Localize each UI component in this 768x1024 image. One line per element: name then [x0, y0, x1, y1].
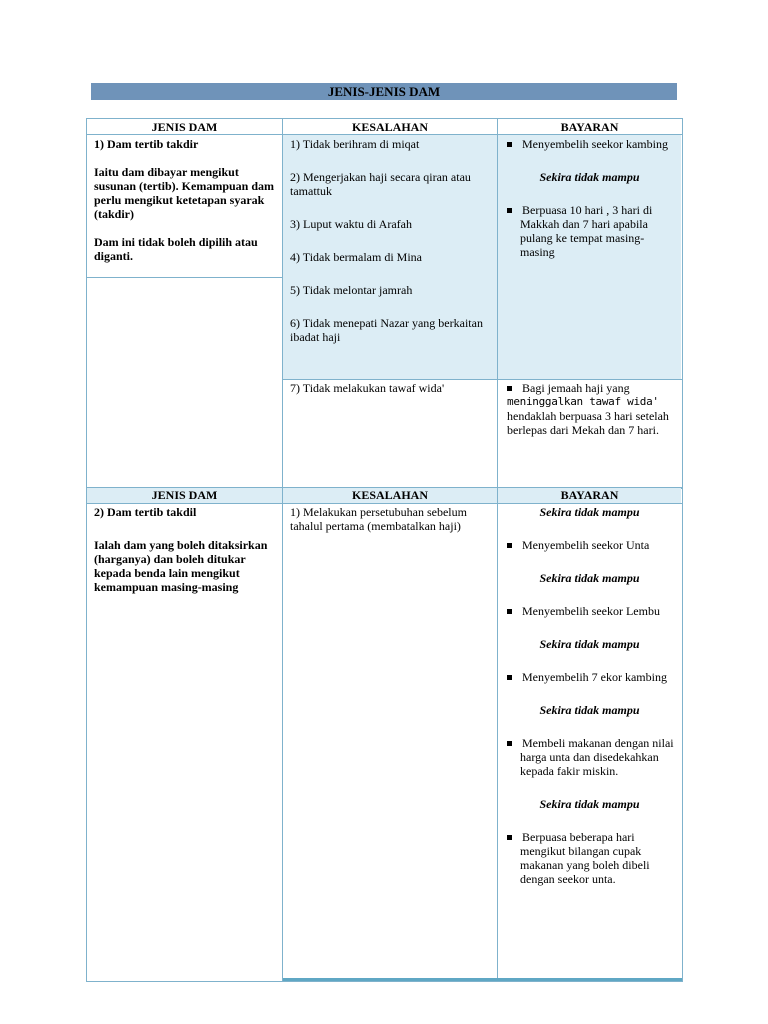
dam-description: Iaitu dam dibayar mengikut susunan (tertib). Kemampuan dam perlu mengikut ketetapan syarak (takdir)	[94, 165, 275, 221]
kesalahan-cell-1	[283, 137, 497, 344]
bullet-icon	[507, 741, 512, 746]
header-bayaran: BAYARAN	[560, 488, 619, 502]
dam-note: Dam ini tidak boleh dipilih atau diganti.	[94, 235, 258, 263]
bayaran-item: Menyembelih seekor Lembu	[520, 604, 675, 618]
header-jenis-dam: JENIS DAM	[151, 120, 218, 134]
bayaran-cell-7	[498, 381, 681, 437]
kesalahan-item: 3) Luput waktu di Arafah	[290, 217, 412, 231]
bullet-icon	[507, 208, 512, 213]
bayaran-item: Menyembelih seekor kambing	[520, 137, 675, 151]
kesalahan-item: 1) Tidak berihram di miqat	[290, 137, 420, 151]
bayaran-cell-1	[498, 137, 681, 259]
bullet-icon	[507, 835, 512, 840]
kesalahan-cell-7	[283, 381, 497, 395]
bullet-icon	[507, 543, 512, 548]
jenis-dam-cell-2	[87, 505, 282, 594]
kesalahan-item: 5) Tidak melontar jamrah	[290, 283, 413, 297]
header-jenis-dam: JENIS DAM	[151, 488, 218, 502]
dam-name: 1) Dam tertib takdir	[94, 137, 199, 151]
kesalahan-item: 7) Tidak melakukan tawaf wida'	[290, 381, 445, 395]
bayaran-item: Berpuasa beberapa hari mengikut bilangan cupak makanan yang boleh dibeli dengan seekor unta.	[520, 830, 675, 886]
alt-note: Sekira tidak mampu	[539, 170, 640, 184]
jenis-dam-cell-1	[87, 137, 282, 263]
kesalahan-cell-2	[283, 505, 497, 533]
document-title: JENIS-JENIS DAM	[91, 83, 677, 100]
bayaran-item-rest: hendaklah berpuasa 3 hari setelah berlepas dari Mekah dan 7 hari.	[507, 409, 669, 437]
header-kesalahan: KESALAHAN	[351, 488, 428, 502]
dam-description: Ialah dam yang boleh ditaksirkan (harganya) dan boleh ditukar kepada benda lain mengikut kemampuan masing-masing	[94, 538, 268, 594]
alt-note: Sekira tidak mampu	[539, 505, 640, 519]
kesalahan-item: 1) Melakukan persetubuhan sebelum tahalul pertama (membatalkan haji)	[290, 505, 467, 533]
bayaran-item: Menyembelih seekor Unta	[520, 538, 675, 552]
header-kesalahan: KESALAHAN	[351, 120, 428, 134]
bayaran-item: Membeli makanan dengan nilai harga unta dan disedekahkan kepada fakir miskin.	[520, 736, 675, 778]
bayaran-item: Berpuasa 10 hari , 3 hari di Makkah dan 7 hari apabila pulang ke tempat masing-masing	[520, 203, 675, 259]
bayaran-cell-2	[498, 505, 681, 886]
kesalahan-item: 2) Mengerjakan haji secara qiran atau tamattuk	[290, 170, 471, 198]
bayaran-item: Menyembelih 7 ekor kambing	[520, 670, 675, 684]
bayaran-item: Bagi jemaah haji yang	[520, 381, 675, 395]
alt-note: Sekira tidak mampu	[539, 703, 640, 717]
alt-note: Sekira tidak mampu	[539, 797, 640, 811]
bullet-icon	[507, 609, 512, 614]
kesalahan-item: 4) Tidak bermalam di Mina	[290, 250, 422, 264]
alt-note: Sekira tidak mampu	[539, 571, 640, 585]
alt-note: Sekira tidak mampu	[539, 637, 640, 651]
bullet-icon	[507, 142, 512, 147]
bullet-icon	[507, 386, 512, 391]
header-bayaran: BAYARAN	[560, 120, 619, 134]
bayaran-item-handwritten: meninggalkan tawaf wida'	[507, 395, 659, 408]
kesalahan-item: 6) Tidak menepati Nazar yang berkaitan ibadat haji	[290, 316, 483, 344]
bullet-icon	[507, 675, 512, 680]
dam-name: 2) Dam tertib takdil	[94, 505, 197, 519]
